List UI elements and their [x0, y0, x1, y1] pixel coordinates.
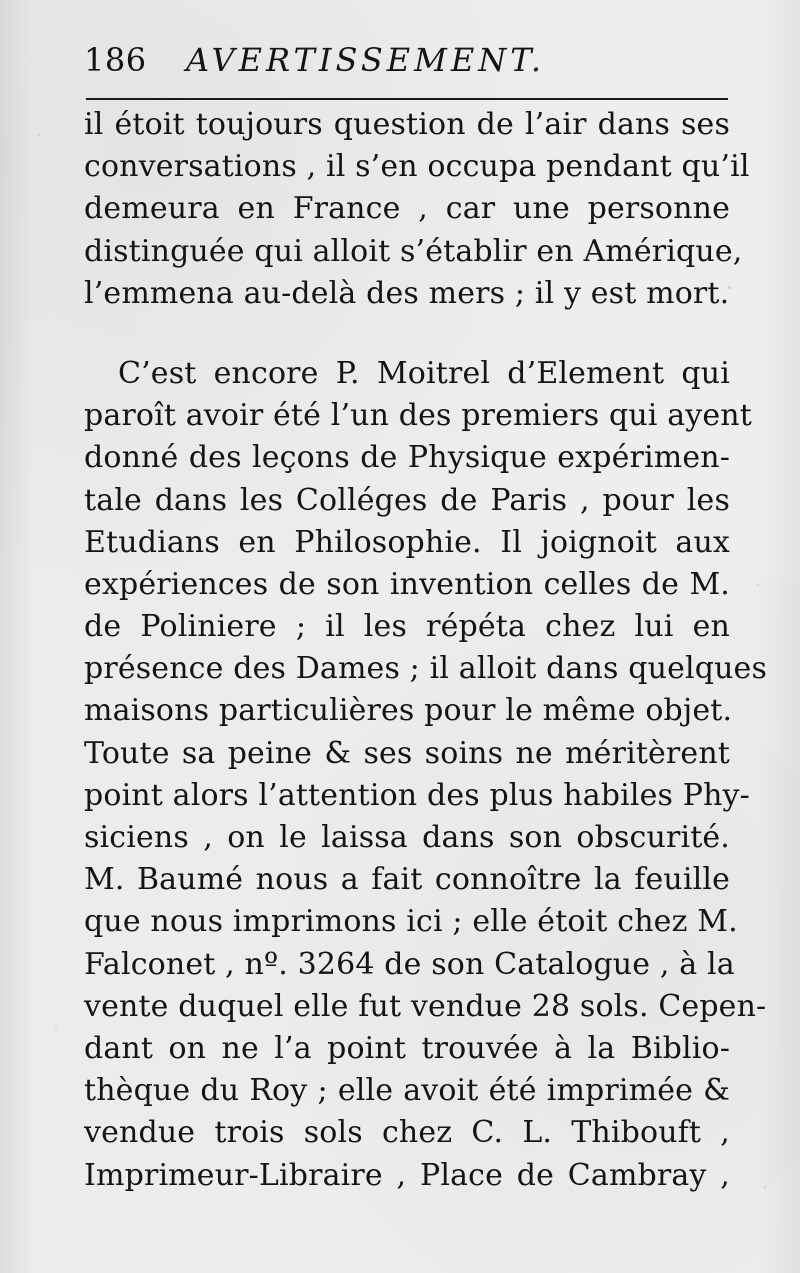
text-line: l’emmena au-delà des mers ; il y est mort.	[84, 275, 730, 311]
page-header	[84, 36, 734, 86]
text-line: point alors l’attention des plus habiles Phy-	[84, 777, 750, 813]
text-line: Etudians en Philosophie. Il joignoit aux	[84, 524, 730, 560]
text-line: vendue trois sols chez C. L. Thibouft ,	[84, 1115, 730, 1151]
main-text	[84, 104, 768, 1197]
text-line: que nous imprimons ici ; elle étoit chez M.	[84, 904, 738, 940]
text-line: vente duquel elle fut vendue 28 sols. Cepen-	[84, 988, 767, 1024]
text-line: M. Baumé nous a fait connoître la feuille	[84, 862, 730, 898]
text-line: Imprimeur-Libraire , Place de Cambray ,	[84, 1157, 730, 1193]
text-line: présence des Dames ; il alloit dans quelques	[84, 651, 768, 687]
text-line: de Poliniere ; il les répéta chez lui en	[84, 609, 730, 645]
paper-speckle	[764, 1186, 766, 1188]
text-line: expériences de son invention celles de M.	[84, 566, 730, 602]
running-title: AVERTISSEMENT.	[186, 41, 546, 79]
text-line: thèque du Roy ; elle avoit été imprimée &	[84, 1073, 730, 1109]
text-line: il étoit toujours question de l’air dans ses	[84, 107, 730, 142]
text-line: siciens , on le laissa dans son obscurité.	[84, 820, 730, 855]
text-line: Toute sa peine & ses soins ne méritèrent	[84, 735, 730, 771]
paragraph-gap	[84, 315, 730, 353]
paper-speckle	[757, 584, 759, 586]
text-line: donné des leçons de Physique expérimen-	[84, 440, 730, 476]
text-line: distinguée qui alloit s’établir en Amérique,	[84, 233, 743, 269]
header-rule	[86, 98, 728, 100]
page-number: 186	[84, 41, 147, 79]
text-line: paroît avoir été l’un des premiers qui ayent	[84, 398, 752, 434]
paper-speckle	[38, 134, 40, 136]
text-line: conversations , il s’en occupa pendant qu’il	[84, 149, 750, 185]
text-line: maisons particulières pour le même objet.	[84, 693, 733, 729]
text-line: tale dans les Colléges de Paris , pour les	[84, 482, 730, 518]
paragraph-2	[84, 353, 768, 1197]
text-line: C’est encore P. Moitrel d’Element qui	[118, 355, 730, 391]
paper-speckle	[55, 1028, 57, 1030]
text-line: Falconet , nº. 3264 de son Catalogue , à la	[84, 946, 735, 982]
text-line: dant on ne l’a point trouvée à la Biblio-	[84, 1030, 730, 1066]
paragraph-1	[84, 104, 750, 315]
text-line: demeura en France , car une personne	[84, 191, 730, 227]
